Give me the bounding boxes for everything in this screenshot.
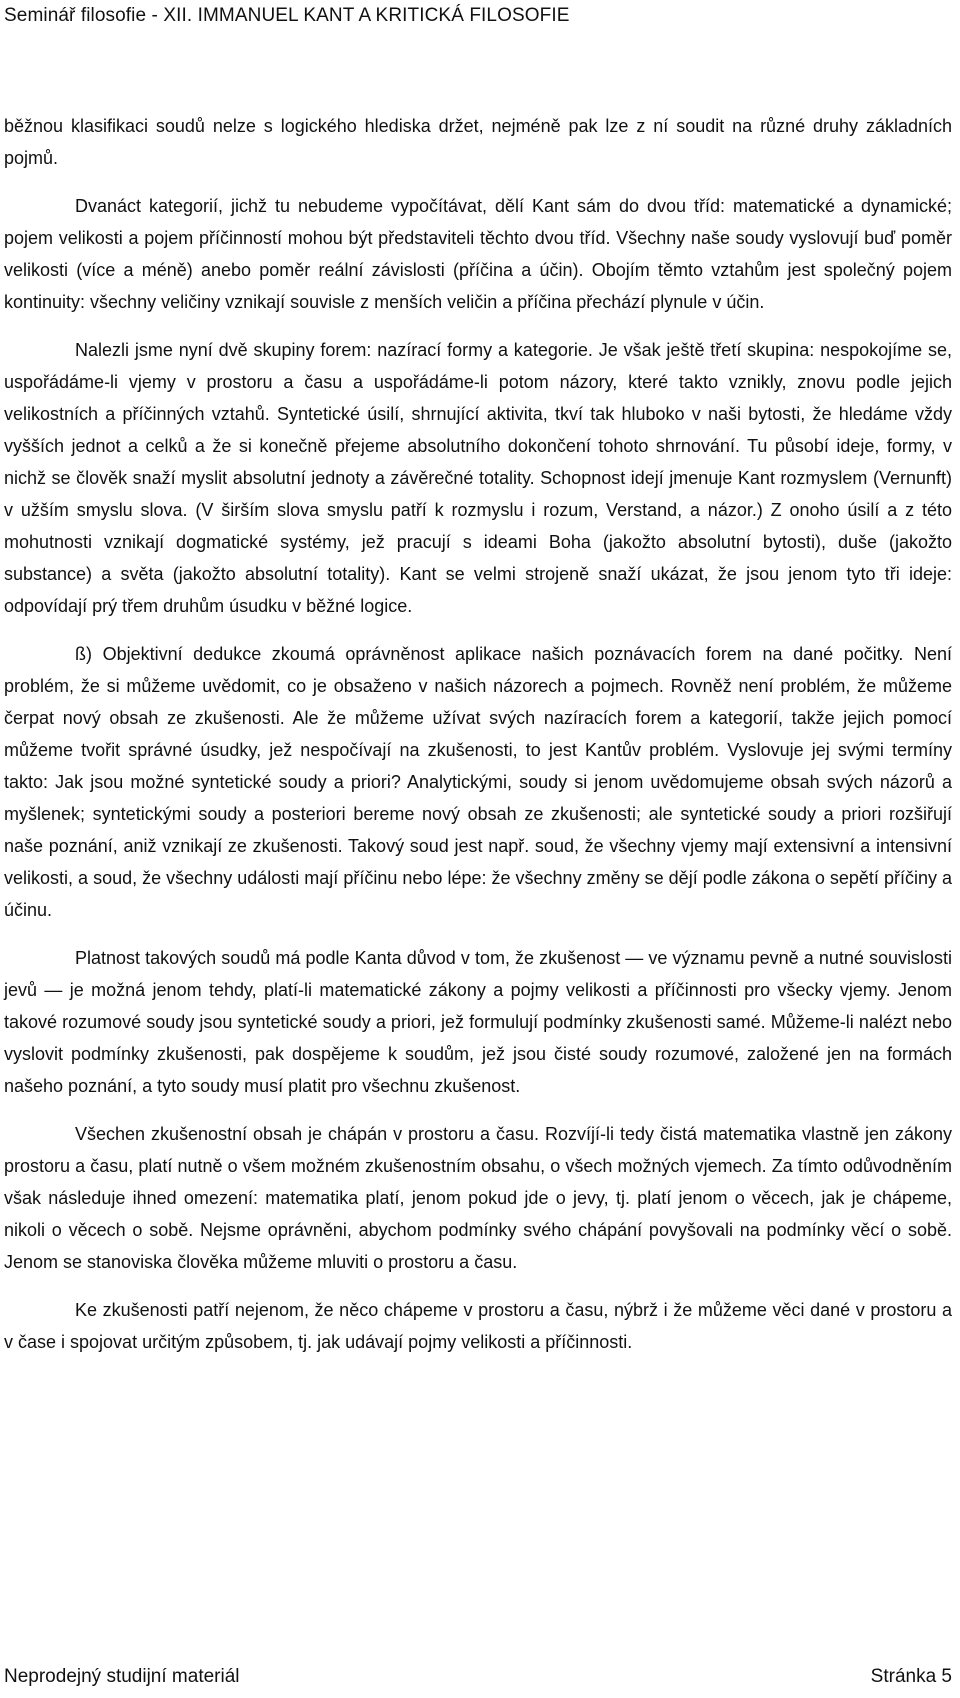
paragraph-1: běžnou klasifikaci soudů nelze s logického hlediska držet, nejméně pak lze z ní soudit na různé druhy základních pojmů. <box>4 116 952 168</box>
paragraph-6: Všechen zkušenostní obsah je chápán v prostoru a času. Rozvíjí-li tedy čistá matematika vlastně jen zákony prostoru a času, platí nutně o všem možném zkušenostním obsahu, o všech možných vjemech. Za tímto odůvodněním však následuje ihned omezení: matematika platí, jenom pokud jde o jevy, tj. platí jenom o věcech, jak je chápeme, nikoli o věcech o sobě. Nejsme oprávněni, abychom podmínky svého chápání povyšovali na podmínky věcí o sobě. Jenom se stanoviska člověka můžeme mluviti o prostoru a času. <box>4 1124 952 1272</box>
page-header: Seminář filosofie - XII. IMMANUEL KANT A KRITICKÁ FILOSOFIE <box>4 5 570 26</box>
footer-note: Neprodejný studijní materiál <box>4 1666 240 1687</box>
paragraph-7: Ke zkušenosti patří nejenom, že něco chápeme v prostoru a času, nýbrž i že můžeme věci dané v prostoru a v čase i spojovat určitým způsobem, tj. jak udávají pojmy velikosti a příčinnosti. <box>4 1300 952 1352</box>
paragraph-5: Platnost takových soudů má podle Kanta důvod v tom, že zkušenost — ve významu pevně a nutné souvislosti jevů — je možná jenom tehdy, platí-li matematické zákony a pojmy velikosti a příčinnosti pro všecky vjemy. Jenom takové rozumové soudy jsou syntetické soudy a priori, jež formulují podmínky zkušenosti samé. Můžeme-li nalézt nebo vyslovit podmínky zkušenosti, pak dospějeme k soudům, jež jsou čisté soudy rozumové, založené jen na formách našeho poznání, a tyto soudy musí platit pro všechnu zkušenost. <box>4 948 952 1096</box>
paragraph-2: Dvanáct kategorií, jichž tu nebudeme vypočítávat, dělí Kant sám do dvou tříd: matematické a dynamické; pojem velikosti a pojem příčinností mohou být představiteli těchto dvou tříd. Všechny naše soudy vyslovují buď poměr velikosti (více a méně) anebo poměr reální závislosti (příčina a účin). Obojím těmto vztahům jest společný pojem kontinuity: všechny veličiny vznikají souvisle z menších veličin a příčina přechází plynule v účin. <box>4 196 952 312</box>
page-footer <box>4 1662 952 1692</box>
document-body <box>4 110 952 1374</box>
page-number: Stránka 5 <box>870 1666 952 1687</box>
paragraph-4: ß) Objektivní dedukce zkoumá oprávněnost aplikace našich poznávacích forem na dané počitky. Není problém, že si můžeme uvědomit, co je obsaženo v našich názorech a pojmech. Rovněž není problém, že můžeme čerpat nový obsah ze zkušenosti. Ale že můžeme užívat svých nazíracích forem a kategorií, takže jejich pomocí můžeme tvořit správné úsudky, jež nespočívají na zkušenosti, to jest Kantův problém. Vyslovuje jej svými termíny takto: Jak jsou možné syntetické soudy a priori? Analytickými, soudy si jenom uvědomujeme obsah svých názorů a myšlenek; syntetickými soudy a posteriori bereme nový obsah ze zkušenosti; ale syntetické soudy a priori rozšiřují naše poznání, aniž vznikají ze zkušenosti. Takový soud jest např. soud, že všechny vjemy mají extensivní a intensivní velikosti, a soud, že všechny události mají příčinu nebo lépe: že všechny změny se dějí podle zákona o sepětí příčiny a účinu. <box>4 644 952 920</box>
paragraph-3: Nalezli jsme nyní dvě skupiny forem: nazírací formy a kategorie. Je však ještě třetí skupina: nespokojíme se, uspořádáme-li vjemy v prostoru a času a uspořádáme-li potom názory, které takto vznikly, znovu podle jejich velikostních a příčinných vztahů. Syntetické úsilí, shrnující aktivita, tkví tak hluboko v naši bytosti, že hledáme vždy vyšších jednot a celků a že si konečně přejeme absolutního dokončení tohoto shrnování. Tu působí ideje, formy, v nichž se člověk snaží myslit absolutní jednoty a závěrečné totality. Schopnost idejí jmenuje Kant rozmyslem (Vernunft) v užším smyslu slova. (V širším slova smyslu patří k rozmyslu i rozum, Verstand, a názor.) Z onoho úsilí a z této mohutnosti vznikají dogmatické systémy, jež pracují s ideami Boha (jakožto absolutní bytosti), duše (jakožto substance) a světa (jakožto absolutní totality). Kant se velmi strojeně snaží ukázat, že jsou jenom tyto tři ideje: odpovídají prý třem druhům úsudku v běžné logice. <box>4 340 952 616</box>
